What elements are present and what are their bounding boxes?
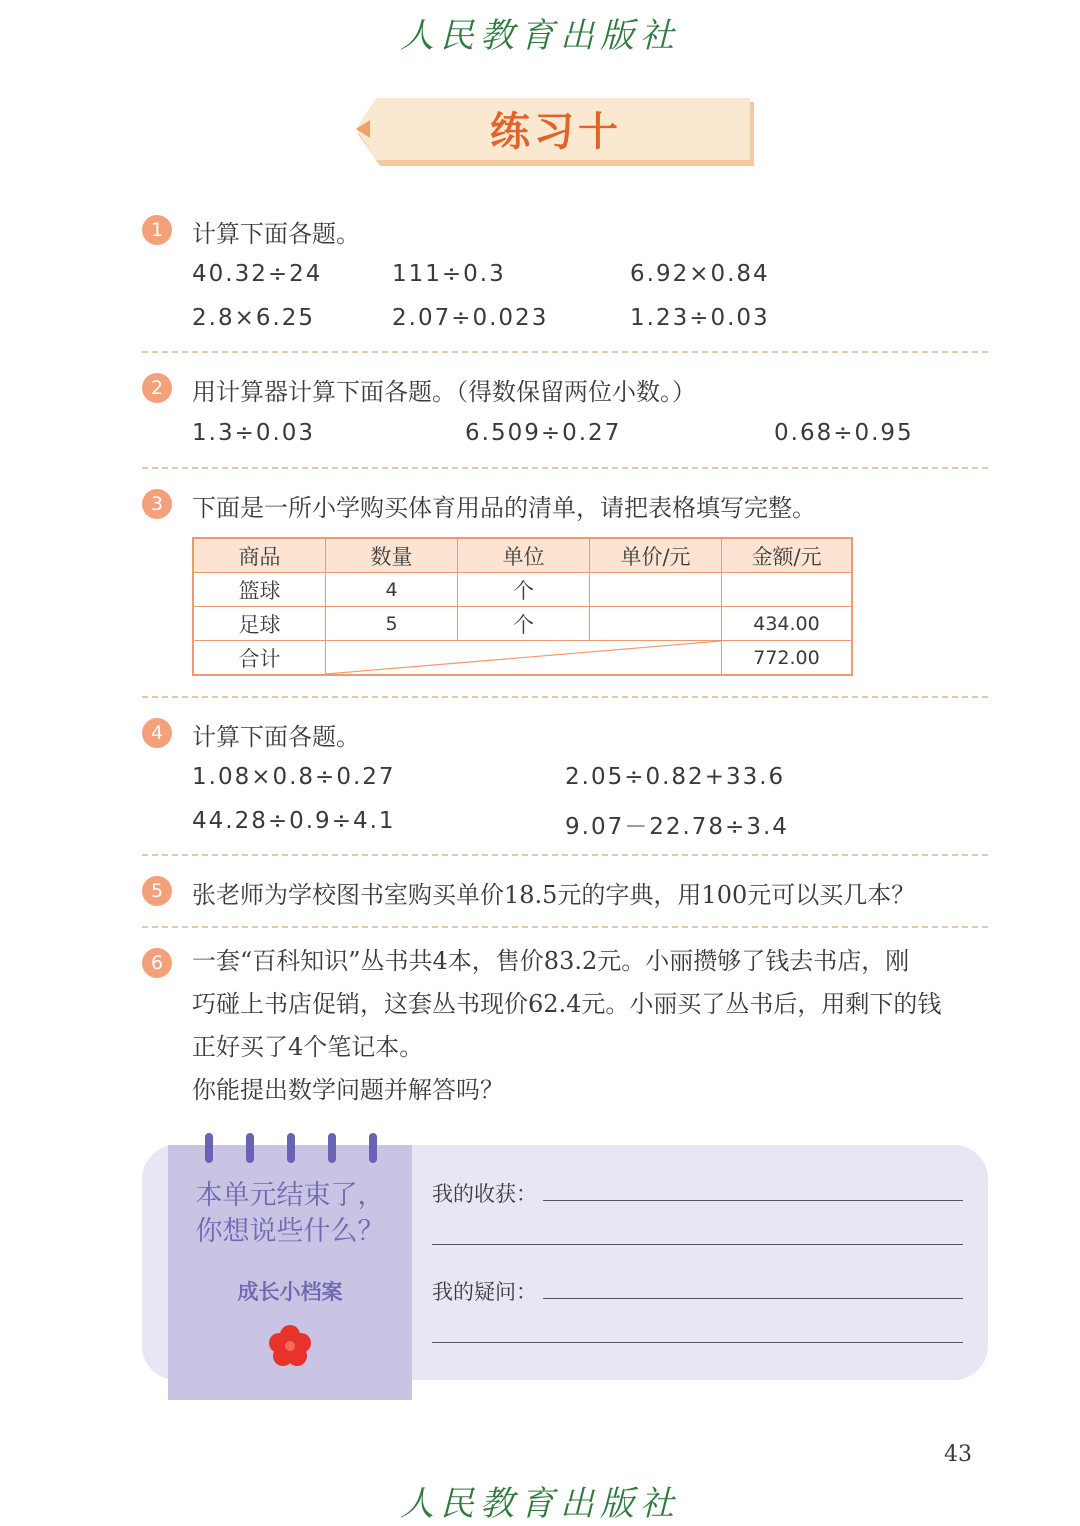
binder-ring: [369, 1133, 377, 1163]
divider: [142, 854, 988, 856]
q2-expr: 1.3÷0.03: [192, 420, 316, 446]
divider: [142, 926, 988, 928]
q1-instruction: 计算下面各题。: [192, 220, 360, 248]
binder-ring: [328, 1133, 336, 1163]
diagonal-line: [326, 641, 721, 674]
growth-record-label: 成长小档案: [237, 1280, 343, 1304]
reflection-prompt-line: 本单元结束了，: [195, 1180, 385, 1211]
q6-line: 巧碰上书店促销，这套丛书现价62.4元。小丽买了丛书后，用剩下的钱: [192, 990, 942, 1018]
question-number-5: 5: [142, 876, 172, 906]
table-cell: 434.00: [722, 607, 853, 641]
table-header-cell: 商品: [193, 538, 326, 573]
q3-instruction: 下面是一所小学购买体育用品的清单，请把表格填写完整。: [192, 494, 816, 522]
binder-ring: [205, 1133, 213, 1163]
binder-ring: [287, 1133, 295, 1163]
table-cell-blank: [590, 573, 722, 607]
divider: [142, 351, 988, 353]
purchase-table: [192, 537, 853, 676]
question-number-4: 4: [142, 718, 172, 748]
q2-instruction: 用计算器计算下面各题。（得数保留两位小数。）: [192, 378, 696, 406]
table-header-cell: 单价/元: [590, 538, 722, 573]
table-total-value: 772.00: [722, 641, 853, 676]
question-line: [432, 1342, 963, 1343]
page-number: 43: [944, 1442, 972, 1467]
question-number-6: 6: [142, 948, 172, 978]
reflection-prompt-line: 你想说些什么？: [195, 1216, 385, 1247]
table-cell: 5: [326, 607, 458, 641]
binder-ring: [246, 1133, 254, 1163]
table-row: [193, 607, 852, 641]
gain-label: 我的收获：: [432, 1182, 537, 1206]
q1-expr: 40.32÷24: [192, 261, 323, 287]
table-cell-blank: [590, 607, 722, 641]
q1-expr: 2.8×6.25: [192, 305, 316, 331]
question-number-3: 3: [142, 489, 172, 519]
q4-expr: 44.28÷0.9÷4.1: [192, 808, 396, 834]
q2-expr: 6.509÷0.27: [465, 420, 622, 446]
table-total-row: [193, 641, 852, 676]
flower-icon: [268, 1324, 312, 1368]
q4-expr: 1.08×0.8÷0.27: [192, 764, 396, 790]
table-cell: 4: [326, 573, 458, 607]
divider: [142, 696, 988, 698]
q1-expr: 1.23÷0.03: [630, 305, 770, 331]
table-header-cell: 单位: [458, 538, 590, 573]
gain-line: [432, 1244, 963, 1245]
table-cell: 篮球: [193, 573, 326, 607]
table-total-label: 合计: [193, 641, 326, 676]
q4-expr: 9.07－22.78÷3.4: [565, 814, 789, 840]
table-row: [193, 573, 852, 607]
table-cell: 足球: [193, 607, 326, 641]
table-header-row: [193, 538, 852, 573]
q6-line: 你能提出数学问题并解答吗？: [192, 1076, 504, 1104]
question-label: 我的疑问：: [432, 1280, 537, 1304]
divider: [142, 467, 988, 469]
q1-expr: 6.92×0.84: [630, 261, 770, 287]
question-line: [543, 1298, 963, 1299]
q6-text: [192, 940, 992, 1112]
table-header-cell: 金额/元: [722, 538, 853, 573]
gain-line: [543, 1200, 963, 1201]
q5-text: 张老师为学校图书室购买单价18.5元的字典，用100元可以买几本？: [192, 881, 916, 909]
table-cell: 个: [458, 573, 590, 607]
q2-expr: 0.68÷0.95: [774, 420, 914, 446]
q6-line: 正好买了4个笔记本。: [192, 1033, 424, 1061]
publisher-watermark-bottom: 人民教育出版社: [400, 1484, 680, 1524]
title-banner: [356, 98, 756, 166]
question-number-2: 2: [142, 373, 172, 403]
table-diagonal-cell: [326, 641, 722, 676]
q1-expr: 2.07÷0.023: [392, 305, 549, 331]
page-title: 练习十: [490, 108, 622, 155]
table-cell: 个: [458, 607, 590, 641]
q1-expr: 111÷0.3: [392, 261, 506, 287]
table-cell-blank: [722, 573, 853, 607]
question-number-1: 1: [142, 215, 172, 245]
q6-line: 一套“百科知识”丛书共4本，售价83.2元。小丽攒够了钱去书店，刚: [192, 947, 910, 975]
q4-instruction: 计算下面各题。: [192, 723, 360, 751]
table-header-cell: 数量: [326, 538, 458, 573]
publisher-watermark-top: 人民教育出版社: [400, 16, 680, 56]
reflection-prompt: [180, 1178, 400, 1250]
q4-expr: 2.05÷0.82+33.6: [565, 764, 786, 790]
